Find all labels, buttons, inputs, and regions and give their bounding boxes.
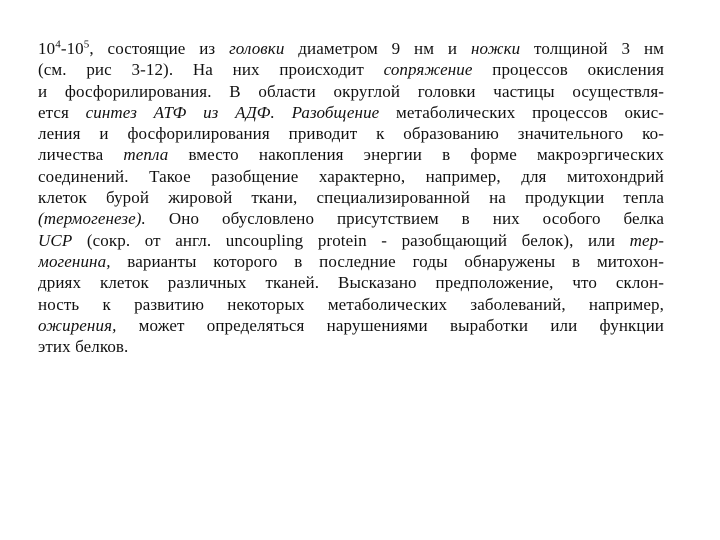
text-run: (сокр. от англ. uncoupling protein - разобщающий белок), или [72,230,630,250]
text-run: и фосфорилирования. В области округлой головки частицы осуществля- [38,81,664,101]
text-run: процессов окисления [472,60,664,80]
text-line [38,230,664,251]
text-run: соединений. Такое разобщение характерно, например, для митохондрий [38,166,664,186]
text-run: 10 [38,39,56,58]
body-paragraph [38,38,664,357]
italic-term: сопряжение [383,60,473,80]
text-line [38,81,664,102]
text-run: диаметром 9 нм и [284,39,471,58]
text-run: может определяться нарушениями выработки или функции [116,315,664,335]
text-run: -10 [60,39,84,58]
text-line [38,187,664,208]
text-run: личества [38,145,124,165]
text-run: клеток бурой жировой ткани, специализированной на продукции тепла [38,188,664,208]
text-run: Оно обусловлено присутствием в них особого белка [145,209,664,229]
text-run: толщиной 3 нм [520,39,664,58]
italic-term: тер- [629,230,664,250]
text-run: , состоящие из [89,39,230,58]
text-line [38,272,664,293]
text-line [38,251,664,272]
text-line [38,208,664,229]
italic-term: ножки [470,39,521,58]
text-line [38,59,664,80]
text-line [38,38,664,59]
text-line [38,144,664,165]
text-line [38,123,664,144]
text-run: метаболических процессов окис- [379,102,664,122]
text-line [38,102,664,123]
italic-term: могенина, [38,251,111,271]
superscript-exponent: 4 [55,38,61,51]
text-run: этих белков. [38,337,129,357]
italic-term: (термогенезе). [38,209,146,229]
italic-term: синтез АТФ из АДФ. Разобщение [85,102,380,122]
text-run: ления и фосфорилирования приводит к образованию значительного ко- [38,124,664,144]
text-line [38,166,664,187]
italic-term: ожирения, [38,315,117,335]
text-run: ность к развитию некоторых метаболических заболеваний, например, [38,294,664,314]
text-run: (см. рис 3-12). На них происходит [38,60,384,80]
italic-term: тепла [123,145,169,165]
text-run: ется [38,102,86,122]
italic-term: UCP [38,230,73,250]
text-line [38,315,664,336]
text-run: варианты которого в последние годы обнаружены в митохон- [110,251,664,271]
text-run: дриях клеток различных тканей. Высказано предположение, что склон- [38,273,664,293]
text-run: вместо накопления энергии в форме макроэргических [168,145,664,165]
italic-term: головки [229,39,285,58]
text-line [38,294,664,315]
text-line [38,336,664,357]
superscript-exponent: 5 [83,38,90,51]
